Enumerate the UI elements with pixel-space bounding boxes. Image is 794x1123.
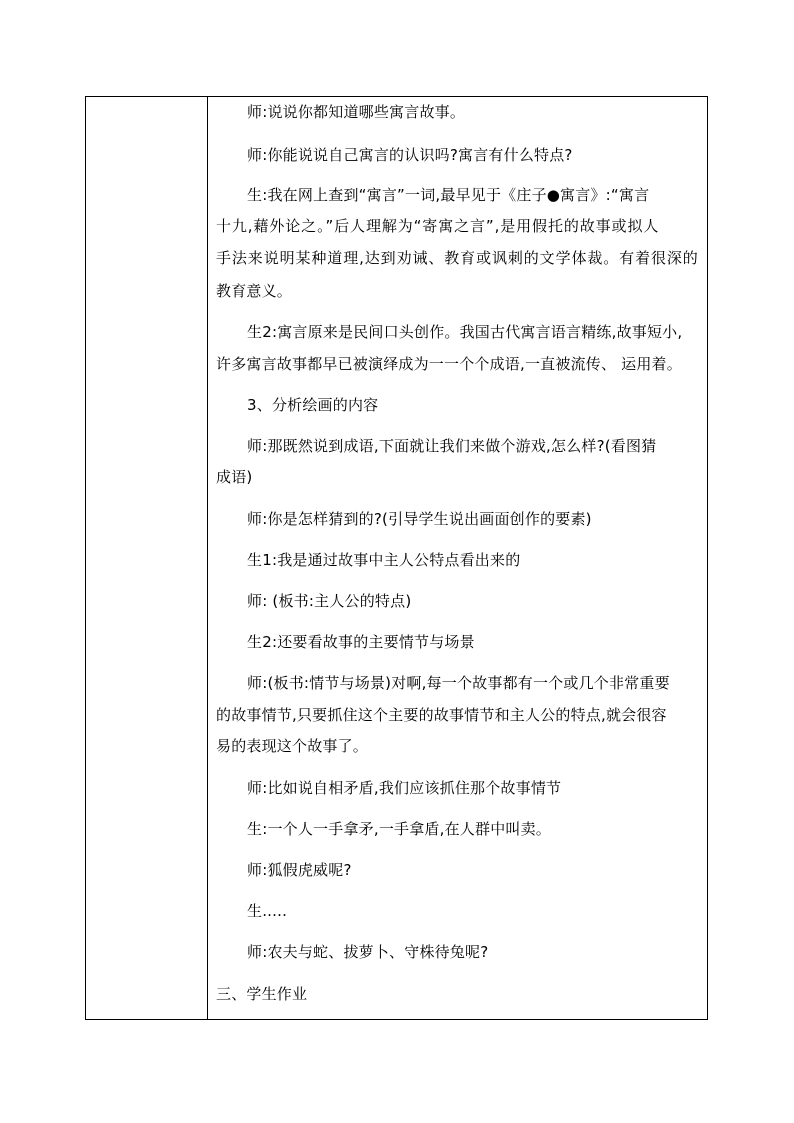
text-line: 师:说说你都知道哪些寓言故事。 xyxy=(247,103,466,121)
content-cell xyxy=(208,97,707,1019)
text-line: 师: (板书:主人公的特点) xyxy=(247,592,412,610)
text-line: 师:那既然说到成语,下面就让我们来做个游戏,怎么样?(看图猜 xyxy=(247,437,657,455)
text-line: 生2:还要看故事的主要情节与场景 xyxy=(247,633,475,651)
text-line: 生:一个人一手拿矛,一手拿盾,在人群中叫卖。 xyxy=(247,820,551,838)
text-line: 师:你能说说自己寓言的认识吗?寓言有什么特点? xyxy=(247,146,573,164)
text-line: 3、分析绘画的内容 xyxy=(247,396,379,414)
text-line: 生1:我是通过故事中主人公特点看出来的 xyxy=(247,551,521,569)
text-line: 师:比如说自相矛盾,我们应该抓住那个故事情节 xyxy=(247,779,562,797)
text-line: 师:你是怎样猜到的?(引导学生说出画面创作的要素) xyxy=(247,510,592,528)
text-line: 师:农夫与蛇、拔萝卜、守株待兔呢? xyxy=(247,943,489,961)
text-line: 生2:寓言原来是民间口头创作。我国古代寓言语言精练,故事短小, xyxy=(247,323,683,341)
text-line: 易的表现这个故事了。 xyxy=(216,737,369,755)
left-column-cell xyxy=(86,97,208,1019)
text-line: 生..... xyxy=(247,902,288,920)
lesson-table xyxy=(85,96,708,1020)
text-line: 成语) xyxy=(216,468,253,486)
text-line: 十九,藉外论之。”后人理解为“寄寓之言”,是用假托的故事或拟人 xyxy=(216,217,660,235)
text-line: 的故事情节,只要抓住这个主要的故事情节和主人公的特点,就会很容 xyxy=(216,706,667,724)
text-line: 生:我在网上查到“寓言”一词,最早见于《庄子●寓言》:“寓言 xyxy=(247,186,650,204)
text-line: 教育意义。 xyxy=(216,282,293,300)
text-line: 手法来说明某种道理,达到劝诫、教育或讽刺的文学体裁。有着很深的 xyxy=(216,249,699,267)
section-heading: 三、学生作业 xyxy=(216,985,308,1003)
text-line: 师:(板书:情节与场景)对啊,每一个故事都有一个或几个非常重要 xyxy=(247,674,670,692)
text-line: 师:狐假虎威呢? xyxy=(247,861,352,879)
text-line: 许多寓言故事都早已被演绎成为一一个个成语,一直被流传、 运用着。 xyxy=(216,355,682,373)
